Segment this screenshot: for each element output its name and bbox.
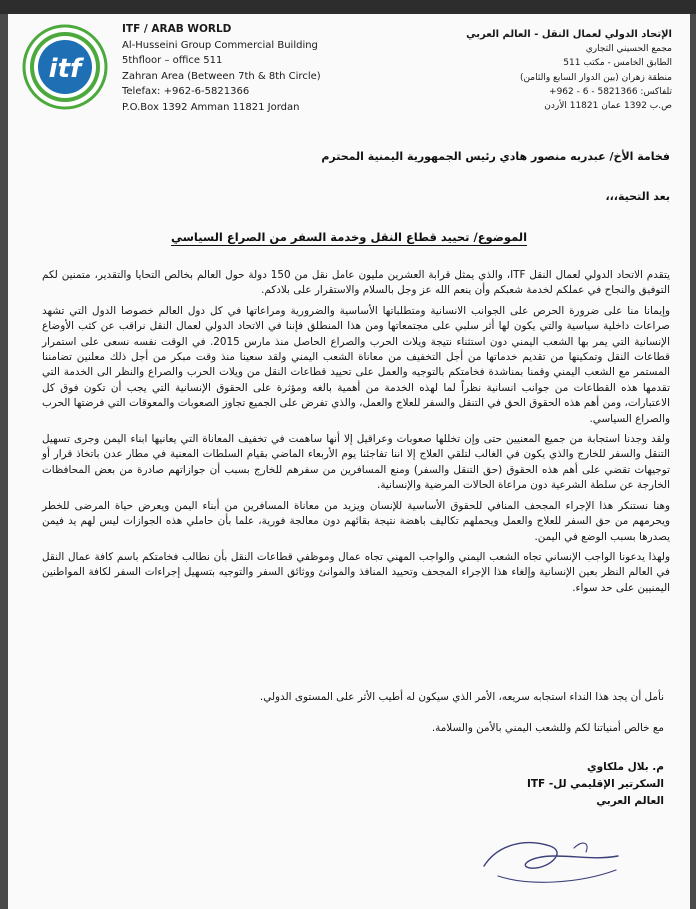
po-box-line: P.O.Box 1392 Amman 11821 Jordan <box>122 101 300 113</box>
body-paragraph: وإيمانا منا على ضرورة الحرص على الجوانب الانسانية ومتطلباتها الأساسية والضرورية ومراعاتها في كل دول العالم خصوصا الدول التي تشهد صراعات داخلية سياسية والتي يكون لها أثر سلبي على مجتمعاتها ومن هذا المنطلق فإننا في الاتحاد الدولي لعمال النقل نراقب عن كثب الأوضاع الإنسانية التي يمر بها الشعب اليمني دون استثناء نتيجة ويلات الحرب والصراع الحاصل منذ مارس 2015. في الوقت نفسه نسعى على استمرار قطاعات النقل وتمكينها من تقديم خدماتها من أجل التخفيف من معاناة الشعب اليمني ولقد سعينا منذ وقت مبكر من أجل ذلك معلنين تضامننا المستمر مع الشعب اليمني وقمنا بمناشدة فخامتكم بالتوجيه والعمل على تحييد قطاعات النقل من ويلات الحرب والصراع والنظر الى الخدمة التي تقدمها هذه القطاعات من جوانب انسانية نظراً لما لهذه الخدمة من أهمية بالغه ومؤثرة على الحقوق الإنسانية التي يجب أن تكون فوق كل الاعتبارات، ومن أهم هذه الحقوق الحق في التنقل والسفر للعلاج والعمل، والذي تفرض على الجميع تجاوز الصعوبات والمعوقات التي فرضتها الحرب والصراع السياسي. <box>42 304 670 425</box>
closing-line: نأمل أن يجد هذا النداء استجابه سريعه، الأمر الذي سيكون له أطيب الأثر على المستوى الدولي. <box>259 691 664 703</box>
handwritten-signature <box>478 826 628 894</box>
telefax-line: Telefax: +962-6-5821366 <box>122 86 250 97</box>
body-paragraph: ولهذا يدعونا الواجب الإنساني تجاه الشعب اليمني والواجب المهني تجاه عمال وموظفي قطاعات النقل بأن نطالب فخامتكم باسم كافة عمال النقل في العالم النظر بعين الإنسانية وإلغاء هذا الإجراء المجحف وتحييد المنافذ والموانئ ووثائق السفر والتوجيه بتسهيل إجراءات السفر لكافة المواطنين اليمنيين على حد سواء. <box>42 550 670 594</box>
address-line: Zahran Area (Between 7th & 8th Circle) <box>122 70 321 82</box>
letterhead <box>22 20 682 115</box>
letter-body <box>42 268 670 596</box>
itf-logo <box>22 24 108 110</box>
address-line: الطابق الخامس - مكتب 511 <box>563 58 672 69</box>
address-line: Al-Husseini Group Commercial Building <box>122 39 318 51</box>
signer-region: العالم العربي <box>596 795 664 807</box>
org-name-arabic: الإتحاد الدولي لعمال النقل - العالم العربي <box>466 29 672 40</box>
signer-title: السكرتير الإقليمي لل- ITF <box>526 778 664 790</box>
subject-text: الموضوع/ تحييد قطاع النقل وخدمة السفر من الصراع السياسي <box>170 230 528 244</box>
subject-line <box>8 230 690 244</box>
telefax-line: تلفاكس: 5821366 - 6 - 962+ <box>549 86 672 97</box>
recipient-line: فخامة الأخ/ عبدربه منصور هادي رئيس الجمهورية اليمنية المحترم <box>321 150 670 163</box>
top-bar <box>0 0 696 14</box>
body-paragraph: ولقد وجدنا استجابة من جميع المعنيين حتى وإن تخللها صعوبات وعراقيل إلا أنها ساهمت في تخفيف المعاناة التي يعانيها ابناء اليمن وجرى تسهيل التنقل والسفر للخارج والذي يكون في الغالب لتلقي العلاج إلا اننا تفاجئنا يوم الأربعاء الماضي بقيام السلطات المعنية في مطار عدن باتخاذ قرار أو توجيهات تقضي على أهم هذه الحقوق (حق التنقل والسفر) ومنع المسافرين من سفرهم للخارج بسبب أن جوازاتهم صادرة من بعض المحافظات الخارجة عن سلطة الشرعية دون مراعاة الحالات المرضية والإنسانية. <box>42 433 670 492</box>
signoff-block <box>364 759 664 810</box>
address-line: منطقة زهران (بين الدوار السابع والثامن) <box>519 72 672 83</box>
address-line: 5thfloor – office 511 <box>122 55 223 66</box>
closing-line: مع خالص أمنياتنا لكم وللشعب اليمني بالأمن والسلامة. <box>431 722 664 735</box>
org-address-arabic <box>412 28 672 113</box>
closing <box>64 690 664 753</box>
po-box-line: ص.ب 1392 عمان 11821 الأردن <box>544 101 672 112</box>
body-paragraph: وهنا نستنكر هذا الإجراء المجحف المنافي للحقوق الأساسية للإنسان ويزيد من معاناة المسافرين من أبناء اليمن ويعرض حياة المرضى للخطر ويحرمهم من حق السفر للعلاج والعمل ويحملهم تكاليف باهضة نتيجة بقائهم دون معالجة فورية، علما بأن حاملي هذه الجوازات ليس لهم يد فيمن يصدرها بسبب الوضع في اليمن. <box>42 499 670 543</box>
body-paragraph: يتقدم الاتحاد الدولي لعمال النقل ITF، والذي يمثل قرابة العشرين مليون عامل نقل من 150 دولة حول العالم بخالص التحايا والتقدير، متمنين لكم التوفيق والنجاح في عملكم لخدمة شعبكم وأن ينعم الله عز وجل بالسلام والاستقرار على بلادكم. <box>42 269 670 297</box>
signer-name: م. بلال ملكاوي <box>586 761 664 773</box>
org-address-english <box>122 22 352 115</box>
logo-text: itf <box>48 54 82 84</box>
org-name-english: ITF / ARAB WORLD <box>122 23 232 35</box>
greeting-line: بعد التحية،،، <box>605 190 670 203</box>
address-line: مجمع الحسيني التجاري <box>585 44 672 55</box>
letter-page <box>8 14 690 909</box>
